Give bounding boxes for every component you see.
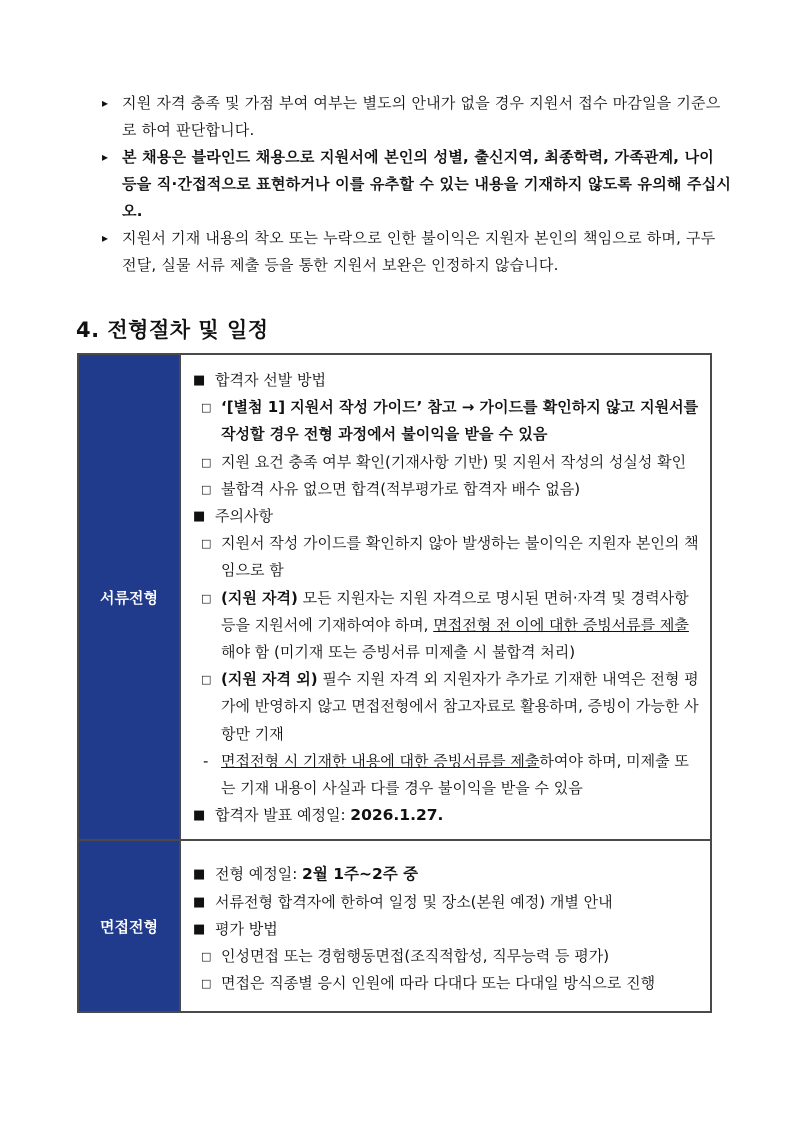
note-text: 본 채용은 블라인드 채용으로 지원서에 본인의 성별, 출신지역, 최종학력, 가족관계, 나이 등을 직·간접적으로 표현하거나 이를 유추할 수 있는 내용을 기재하지 않도록 유의해 주십시오. xyxy=(122,148,732,220)
note-item-emphasis xyxy=(102,144,732,225)
caution-item: □ (지원 자격 외) 필수 지원 자격 외 지원자가 추가로 기재한 내역은 전형 평가에 반영하지 않고 면접전형에서 참고자료로 활용하며, 증빙이 가능한 사항만 기재 xyxy=(193,666,702,748)
triangle-bullet-icon: ▸ xyxy=(102,150,109,164)
selection-item: □ 불합격 사유 없으면 합격(적부평가로 합격자 배수 없음) xyxy=(193,476,702,503)
interview-schedule: ■ 전형 예정일: 2월 1주~2주 중 xyxy=(193,861,702,888)
stage-row-document xyxy=(78,354,711,840)
triangle-bullet-icon: ▸ xyxy=(102,96,109,110)
note-text: 지원 자격 충족 및 가점 부여 여부는 별도의 안내가 없을 경우 지원서 접수 마감일을 기준으로 하여 판단합니다. xyxy=(122,94,721,139)
selection-item: □ ‘[별첨 1] 지원서 작성 가이드’ 참고 → 가이드를 확인하지 않고 지원서를 작성할 경우 전형 과정에서 불이익을 받을 수 있음 xyxy=(193,394,702,448)
note-item xyxy=(102,225,732,279)
square-bullet-icon: ■ xyxy=(193,808,206,824)
stage-content-interview xyxy=(180,840,711,1012)
hollow-square-bullet-icon: □ xyxy=(201,455,212,469)
stage-label-interview: 면접전형 xyxy=(78,840,180,1012)
evaluation-heading: ■ 평가 방법 xyxy=(193,916,702,943)
stage-label-document: 서류전형 xyxy=(78,354,180,840)
note-item xyxy=(102,90,732,144)
square-bullet-icon: ■ xyxy=(193,867,206,883)
triangle-bullet-icon: ▸ xyxy=(102,231,109,245)
hollow-square-bullet-icon: □ xyxy=(201,673,212,687)
selection-heading: ■ 합격자 선발 방법 xyxy=(193,367,702,394)
hollow-square-bullet-icon: □ xyxy=(201,482,212,496)
interview-notice: ■ 서류전형 합격자에 한하여 일정 및 장소(본원 예정) 개별 안내 xyxy=(193,889,702,916)
caution-heading: ■ 주의사항 xyxy=(193,503,702,530)
stage-row-interview xyxy=(78,840,711,1012)
evaluation-item: □ 인성면접 또는 경험행동면접(조직적합성, 직무능력 등 평가) xyxy=(193,943,702,970)
square-bullet-icon: ■ xyxy=(193,509,206,525)
notes-list xyxy=(102,90,732,279)
hollow-square-bullet-icon: □ xyxy=(201,950,212,964)
caution-subitem: - 면접전형 시 기재한 내용에 대한 증빙서류를 제출하여야 하며, 미제출 또는 기재 내용이 사실과 다를 경우 불이익을 받을 수 있음 xyxy=(193,748,702,802)
selection-item: □ 지원 요건 충족 여부 확인(기재사항 기반) 및 지원서 작성의 성실성 확인 xyxy=(193,449,702,476)
square-bullet-icon: ■ xyxy=(193,894,206,910)
caution-item: □ 지원서 작성 가이드를 확인하지 않아 발생하는 불이익은 지원자 본인의 책임으로 함 xyxy=(193,530,702,584)
note-text: 지원서 기재 내용의 착오 또는 누락으로 인한 불이익은 지원자 본인의 책임으로 하며, 구두 전달, 실물 서류 제출 등을 통한 지원서 보완은 인정하지 않습니다. xyxy=(122,229,716,274)
hollow-square-bullet-icon: □ xyxy=(201,591,212,605)
process-table xyxy=(77,353,712,1013)
stage-content-document xyxy=(180,354,711,840)
square-bullet-icon: ■ xyxy=(193,373,206,388)
hollow-square-bullet-icon: □ xyxy=(201,401,212,415)
hollow-square-bullet-icon: □ xyxy=(201,977,212,991)
section-heading: 4. 전형절차 및 일정 xyxy=(76,318,269,342)
caution-item: □ (지원 자격) 모든 지원자는 지원 자격으로 명시된 면허·자격 및 경력사항 등을 지원서에 기재하여야 하며, 면접전형 전 이에 대한 증빙서류를 제출해야 함 (미기재 또는 증빙서류 미제출 시 불합격 처리) xyxy=(193,585,702,667)
dash-bullet-icon: - xyxy=(203,751,209,770)
square-bullet-icon: ■ xyxy=(193,921,206,937)
hollow-square-bullet-icon: □ xyxy=(201,537,212,551)
evaluation-item: □ 면접은 직종별 응시 인원에 따라 다대다 또는 다대일 방식으로 진행 xyxy=(193,970,702,997)
announcement-date: ■ 합격자 발표 예정일: 2026.1.27. xyxy=(193,802,702,829)
